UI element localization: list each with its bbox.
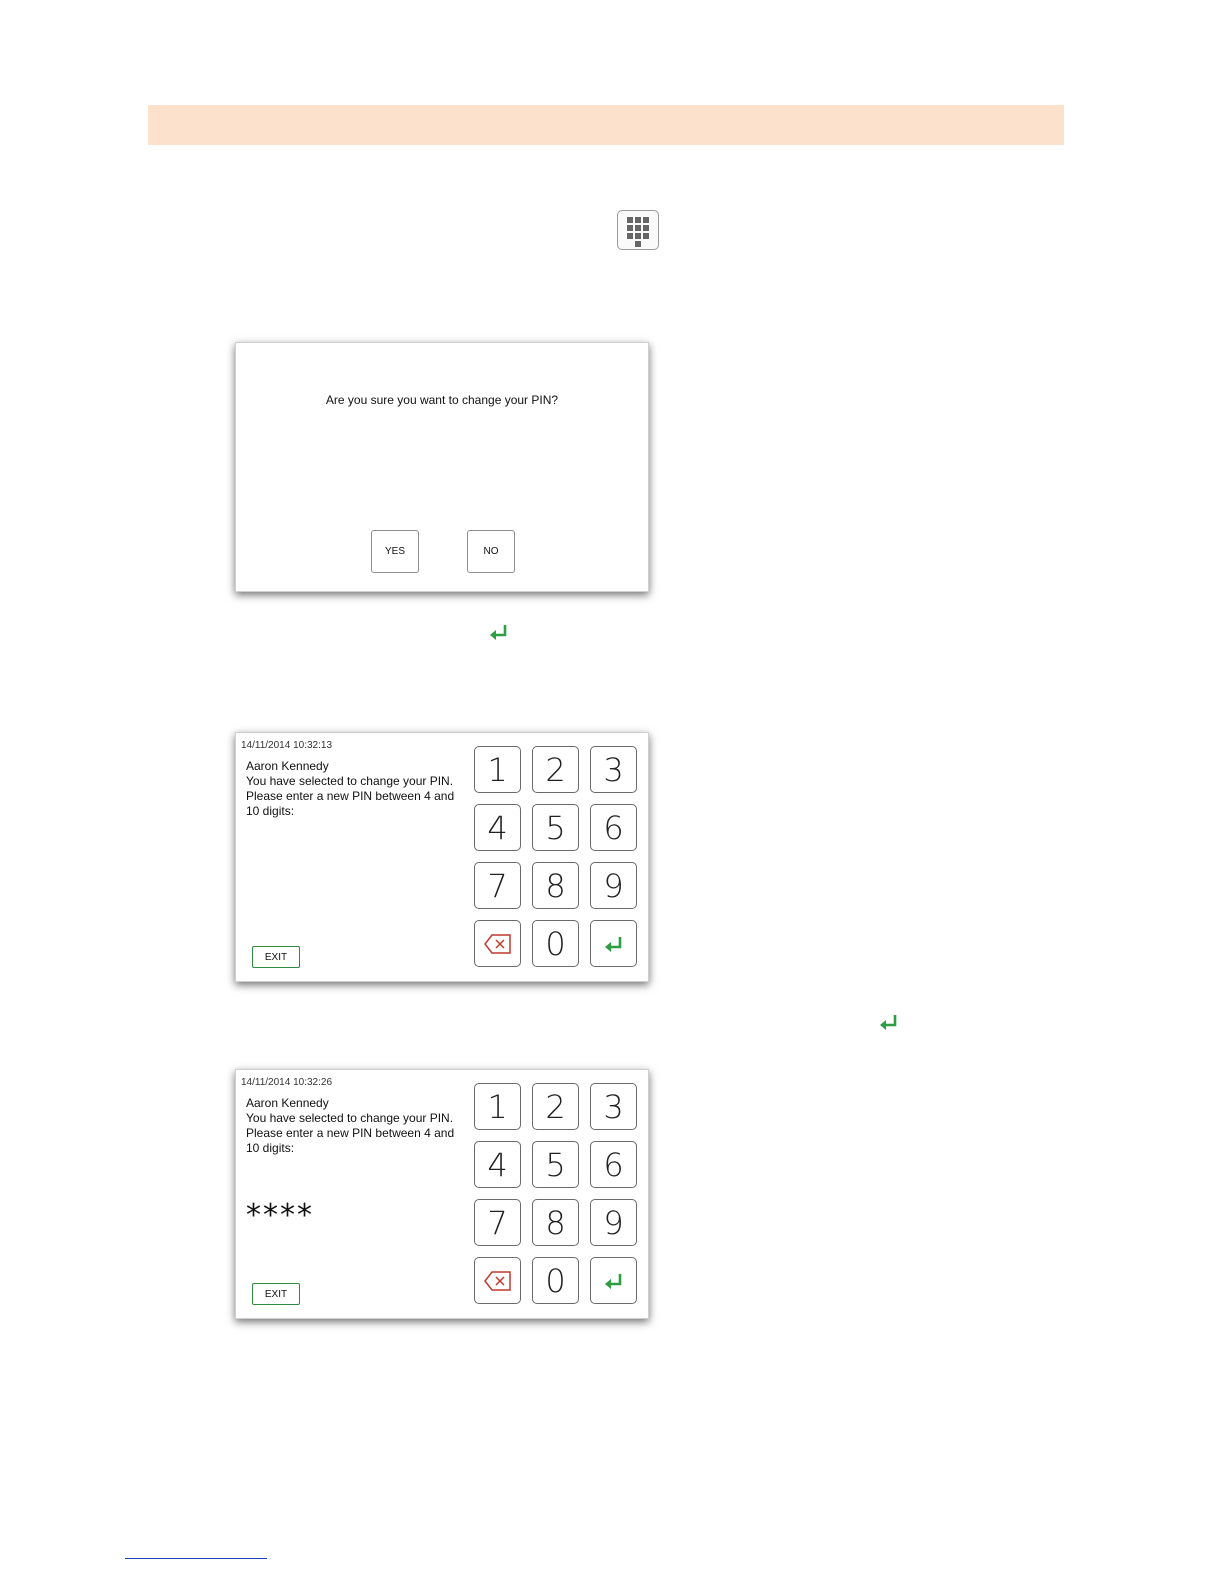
keypad-icon	[617, 210, 659, 250]
key-8[interactable]: 8	[532, 862, 579, 909]
enter-icon	[604, 935, 624, 953]
user-name: Aaron Kennedy	[246, 1096, 329, 1110]
timestamp: 14/11/2014 10:32:26	[241, 1077, 333, 1088]
exit-button[interactable]: EXIT	[252, 946, 300, 968]
key-7[interactable]: 7	[474, 862, 521, 909]
user-name: Aaron Kennedy	[246, 759, 329, 773]
key-3[interactable]: 3	[590, 1083, 637, 1130]
message-line: You have selected to change your PIN.	[246, 774, 454, 788]
message-line: Please enter a new PIN between 4 and	[246, 789, 455, 803]
key-4[interactable]: 4	[474, 804, 521, 851]
message-line: You have selected to change your PIN.	[246, 1111, 454, 1125]
pin-entry-screen-empty	[235, 732, 649, 982]
exit-button[interactable]: EXIT	[252, 1283, 300, 1305]
yes-button[interactable]: YES	[371, 530, 419, 573]
message-line: Please enter a new PIN between 4 and	[246, 1126, 455, 1140]
backspace-icon	[484, 1270, 512, 1292]
section-header-band	[148, 105, 1064, 145]
key-6[interactable]: 6	[590, 1141, 637, 1188]
key-4[interactable]: 4	[474, 1141, 521, 1188]
timestamp: 14/11/2014 10:32:13	[241, 740, 333, 751]
enter-icon	[489, 623, 509, 641]
key-9[interactable]: 9	[590, 1199, 637, 1246]
key-5[interactable]: 5	[532, 804, 579, 851]
masked-pin: ****	[246, 1198, 314, 1233]
no-button[interactable]: NO	[467, 530, 515, 573]
key-3[interactable]: 3	[590, 746, 637, 793]
key-8[interactable]: 8	[532, 1199, 579, 1246]
message-line: 10 digits:	[246, 804, 295, 818]
enter-icon	[604, 1272, 624, 1290]
confirm-question: Are you sure you want to change your PIN?	[325, 393, 559, 407]
confirm-change-pin-screen	[235, 342, 649, 592]
backspace-icon	[484, 933, 512, 955]
footnote-separator	[125, 1558, 267, 1559]
key-2[interactable]: 2	[532, 1083, 579, 1130]
key-7[interactable]: 7	[474, 1199, 521, 1246]
pin-entry-screen-entered	[235, 1069, 649, 1319]
key-0[interactable]: 0	[532, 920, 579, 967]
enter-icon	[879, 1013, 899, 1031]
message-line: 10 digits:	[246, 1141, 295, 1155]
key-0[interactable]: 0	[532, 1257, 579, 1304]
enter-key[interactable]	[590, 920, 637, 967]
key-1[interactable]: 1	[474, 746, 521, 793]
backspace-key[interactable]	[474, 1257, 521, 1304]
enter-key[interactable]	[590, 1257, 637, 1304]
key-5[interactable]: 5	[532, 1141, 579, 1188]
backspace-key[interactable]	[474, 920, 521, 967]
key-6[interactable]: 6	[590, 804, 637, 851]
key-2[interactable]: 2	[532, 746, 579, 793]
key-9[interactable]: 9	[590, 862, 637, 909]
key-1[interactable]: 1	[474, 1083, 521, 1130]
